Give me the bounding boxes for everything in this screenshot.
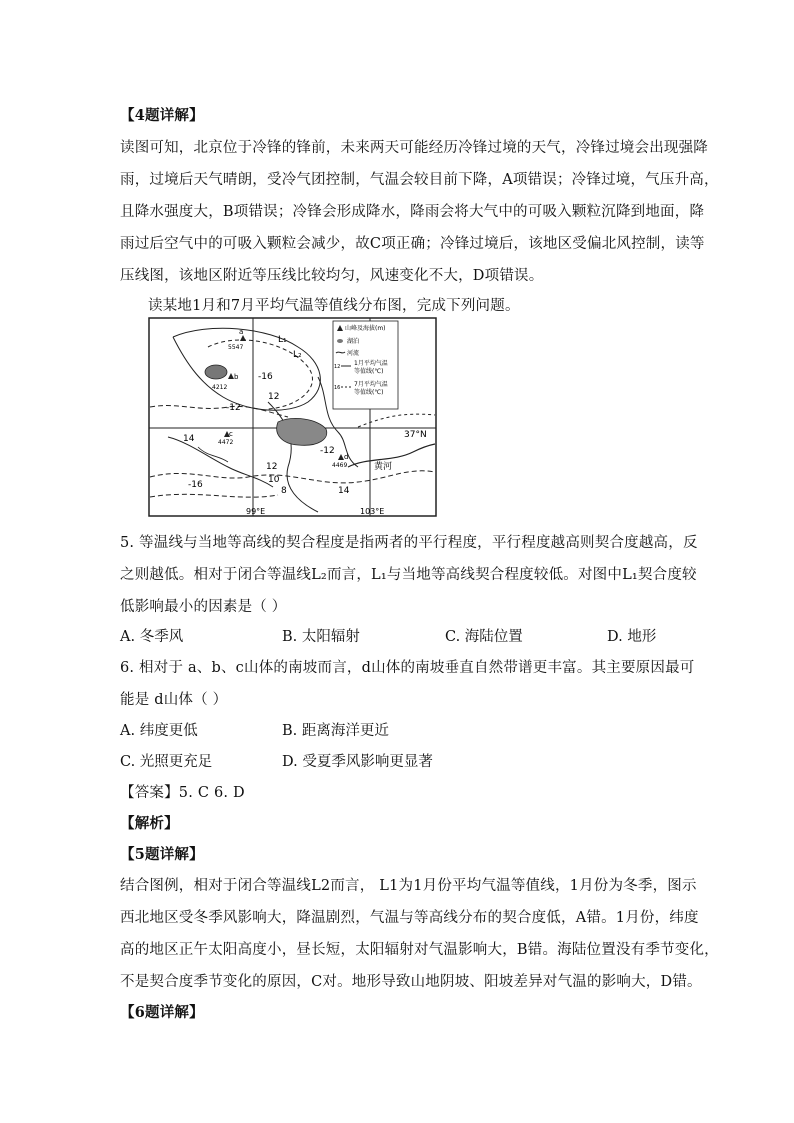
q5-line-2: 之则越低。相对于闭合等温线L₂而言，L₁与当地等高线契合程度较低。对图中L₁契合度较: [120, 567, 697, 583]
q4-line-2: 雨，过境后天气晴朗，受冷气团控制，气温会较目前下降，A项错误；冷锋过境，气压升高，: [120, 172, 719, 188]
peak-c-height: 4472: [218, 439, 234, 446]
legend-jul-value: 16: [334, 385, 341, 391]
label-minus16-bottom: -16: [188, 480, 203, 490]
label-12-mid: 12: [268, 392, 280, 402]
analysis-heading: 【解析】: [120, 815, 179, 832]
q6-option-d[interactable]: D. 受夏季风影响更显著: [282, 754, 433, 770]
yellow-river-label: 黄河: [374, 462, 393, 472]
q5-option-c[interactable]: C. 海陆位置: [445, 629, 523, 645]
label-8: 8: [281, 486, 287, 496]
q4-line-1: 读图可知，北京位于冷锋的锋前，未来两天可能经历冷锋过境的天气，冷锋过境会出现强降: [120, 140, 708, 156]
legend-jan-line1: 1月平均气温: [354, 360, 388, 367]
label-minus16-top: -16: [258, 372, 273, 382]
latitude-label: 37°N: [404, 430, 427, 440]
label-minus12-left: -12: [226, 403, 241, 413]
q5-detail-heading: 【5题详解】: [120, 846, 204, 863]
peak-d-label: d: [344, 453, 349, 461]
temperature-isoline-map: [148, 317, 437, 517]
q5-option-a[interactable]: A. 冬季风: [120, 629, 184, 645]
peak-d-height: 4469: [332, 462, 348, 469]
peak-c-label: c: [229, 430, 233, 438]
q5-detail-line-2: 西北地区受冬季风影响大，降温剧烈，气温与等高线分布的契合度低，A错。1月份，纬度: [120, 910, 699, 926]
q6-line-2: 能是 d山体（ ）: [120, 692, 228, 708]
q4-line-4: 雨过后空气中的可吸入颗粒会减少，故C项正确；冷锋过境后，该地区受偏北风控制，读等: [120, 236, 705, 252]
longitude-99-label: 99°E: [246, 507, 266, 516]
q6-option-c[interactable]: C. 光照更充足: [120, 754, 213, 770]
label-10: 10: [268, 475, 280, 485]
q5-option-d[interactable]: D. 地形: [607, 629, 657, 645]
label-L1: L₁: [278, 335, 287, 345]
answer-line: 【答案】5. C 6. D: [120, 785, 245, 801]
q5-detail-line-4: 不是契合度季节变化的原因，C对。地形导致山地阴坡、阳坡差异对气温的影响大，D错。: [120, 974, 702, 990]
label-minus12-right: -12: [320, 446, 335, 456]
label-L2: L₂: [293, 350, 302, 360]
q6-detail-heading: 【6题详解】: [120, 1004, 204, 1021]
peak-b-height: 4212: [212, 384, 228, 391]
label-14-bottom: 14: [338, 486, 350, 496]
q5-detail-line-1: 结合图例，相对于闭合等温线L2而言， L1为1月份平均气温等值线，1月份为冬季，图示: [120, 878, 697, 894]
q5-line-3: 低影响最小的因素是（ ）: [120, 599, 287, 615]
legend-jan-line2: 等值线(℃): [354, 368, 384, 375]
q6-option-b[interactable]: B. 距离海洋更近: [282, 723, 389, 739]
label-12-bottom: 12: [266, 462, 278, 472]
q4-line-5: 压线图，该地区附近等压线比较均匀，风速变化不大，D项错误。: [120, 268, 544, 284]
q5-option-b[interactable]: B. 太阳辐射: [282, 629, 360, 645]
q5-line-1: 5. 等温线与当地等高线的契合程度是指两者的平行程度，平行程度越高则契合度越高，反: [120, 535, 698, 551]
q4-line-3: 且降水强度大，B项错误；冷锋会形成降水，降雨会将大气中的可吸入颗粒沉降到地面，降: [120, 204, 705, 220]
q6-line-1: 6. 相对于 a、b、c山体的南坡而言，d山体的南坡垂直自然带谱更丰富。其主要原因最可: [120, 660, 695, 676]
legend-river: 河流: [347, 350, 360, 357]
peak-b-label: b: [234, 373, 239, 381]
label-14-left: 14: [183, 434, 195, 444]
peak-a-label: a: [239, 328, 244, 336]
legend-peak: 山峰及海拔(m): [345, 325, 386, 332]
legend-jan-value: 12: [334, 364, 341, 370]
q5-detail-line-3: 高的地区正午太阳高度小，昼长短，太阳辐射对气温影响大，B错。海陆位置没有季节变化，: [120, 942, 719, 958]
legend-jul-line1: 7月平均气温: [354, 381, 388, 388]
q6-option-a[interactable]: A. 纬度更低: [120, 723, 198, 739]
q4-heading: 【4题详解】: [120, 107, 204, 124]
legend-jul-line2: 等值线(℃): [354, 389, 384, 396]
legend-lake: 湖泊: [347, 338, 360, 345]
question-intro: 读某地1月和7月平均气温等值线分布图，完成下列问题。: [148, 298, 520, 314]
peak-a-height: 5547: [228, 344, 244, 351]
longitude-103-label: 103°E: [360, 507, 385, 516]
